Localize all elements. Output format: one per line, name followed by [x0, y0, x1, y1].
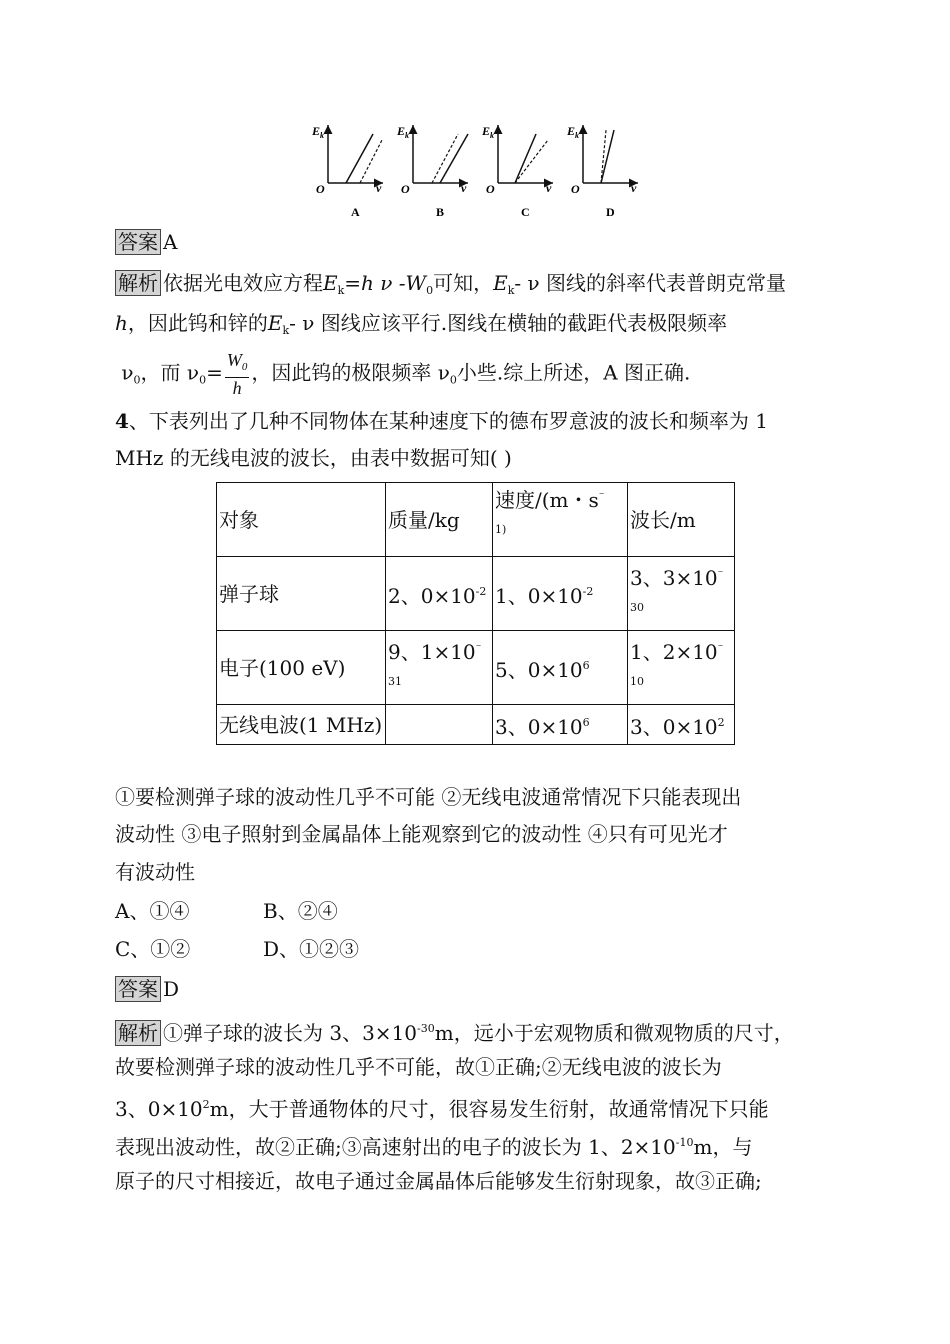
option-a: A、①④ [115, 899, 190, 923]
answer-tag: 答案 [115, 976, 161, 1002]
svg-text:ν: ν [461, 181, 467, 195]
q4-stem-line-2: MHz 的无线电波的波长，由表中数据可知( ) [115, 446, 512, 470]
svg-text:Ek: $E_k$ [567, 124, 580, 140]
ek-nu-graphs [308, 120, 648, 225]
header-mass: 质量/kg [386, 483, 493, 557]
q3-analysis-line-3: $\nu_0$，而 $\nu_0=$ $\frac{W_0}{h}$ ，因此钨的极限频率 $\nu_0$小些.综上所述，A 图正确. [121, 350, 691, 398]
svg-text:Ek: $E_k$ [397, 124, 410, 140]
svg-text:Ek: $E_k$ [312, 124, 325, 140]
q4-stem-line-1: 4、下表列出了几种不同物体在某种速度下的德布罗意波的波长和频率为 1 [115, 409, 769, 433]
q4-number: 4 [115, 409, 129, 433]
svg-text:C: C [521, 205, 530, 219]
table-row: 弹子球 2、$0\times 10^{-2}$ 1、$0\times 10^{-2}$ 3、3×10⁻ 30 [217, 557, 735, 631]
answer-tag: 答案 [115, 229, 161, 255]
svg-text:O: O [486, 182, 495, 196]
q4-answer: D [163, 977, 180, 1001]
graph-d [566, 124, 638, 219]
q4-analysis-line-4: 表现出波动性，故②正确;③高速射出的电子的波长为 1、$2\times 10^{-10}m$，与 [115, 1135, 753, 1159]
q4-analysis-line-5: 原子的尺寸相接近，故电子通过金属晶体后能够发生衍射现象，故③正确; [115, 1169, 762, 1193]
svg-text:ν: ν [376, 181, 382, 195]
header-speed: 速度/(m・s⁻ 1) [493, 483, 628, 557]
q4-statements-line-1: ①要检测弹子球的波动性几乎不可能 ②无线电波通常情况下只能表现出 [115, 785, 742, 809]
q3-answer-line [115, 227, 177, 257]
svg-text:B: B [436, 205, 445, 219]
q4-analysis-line-1: 解析 ①弹子球的波长为 3、$3\times 10^{-30}m$，远小于宏观物质和微观物质的尺寸， [115, 1014, 794, 1048]
q3-analysis-line-1: 解析 依据光电效应方程$E_k=h$ ν $-W_0$可知，$E_k-$ ν 图线的斜率代表普朗克常量 [115, 268, 786, 306]
graph-a [311, 124, 383, 219]
svg-text:O: O [401, 182, 410, 196]
q4-statements-line-3: 有波动性 [115, 860, 195, 884]
svg-text:ν: ν [631, 181, 637, 195]
option-d: D、①②③ [263, 937, 360, 961]
q3-analysis-line-2: h，因此钨和锌的$E_k-$ ν 图线应该平行.图线在横轴的截距代表极限频率 [115, 311, 728, 337]
svg-text:ν: ν [546, 181, 552, 195]
header-wavelength: 波长/m [628, 483, 735, 557]
header-object: 对象 [217, 483, 386, 557]
q4-analysis-line-2: 故要检测弹子球的波动性几乎不可能，故①正确;②无线电波的波长为 [115, 1055, 722, 1079]
option-b: B、②④ [263, 899, 338, 923]
analysis-tag: 解析 [115, 1020, 161, 1046]
q4-statements-line-2: 波动性 ③电子照射到金属晶体上能观察到它的波动性 ④只有可见光才 [115, 822, 728, 846]
q4-analysis-line-3: 3、$0\times 10^2m$，大于普通物体的尺寸，很容易发生衍射，故通常情况下只能 [115, 1097, 769, 1121]
debroglie-table [216, 482, 735, 745]
table-row: 无线电波(1 MHz) 3、$0\times 10^6$ 3、$0\times 10^2$ [217, 705, 735, 745]
graph-b [396, 124, 468, 219]
graph-c [481, 124, 553, 219]
analysis-tag: 解析 [115, 270, 161, 296]
svg-text:O: O [571, 182, 580, 196]
svg-text:Ek: $E_k$ [482, 124, 495, 140]
table-header-row [217, 483, 735, 557]
svg-text:D: D [606, 205, 615, 219]
q4-answer-line [115, 974, 179, 1004]
svg-text:O: O [316, 182, 325, 196]
option-c: C、①② [115, 937, 191, 961]
table-row: 电子(100 eV) 9、1×10⁻ 31 5、$0\times 10^6$ 1、2×10⁻ 10 [217, 631, 735, 705]
graphs-svg [308, 120, 648, 225]
svg-text:A: A [351, 205, 360, 219]
q3-answer: A [163, 230, 178, 254]
w0-over-h-fraction: $\frac{W_0}{h}$ [226, 350, 248, 398]
